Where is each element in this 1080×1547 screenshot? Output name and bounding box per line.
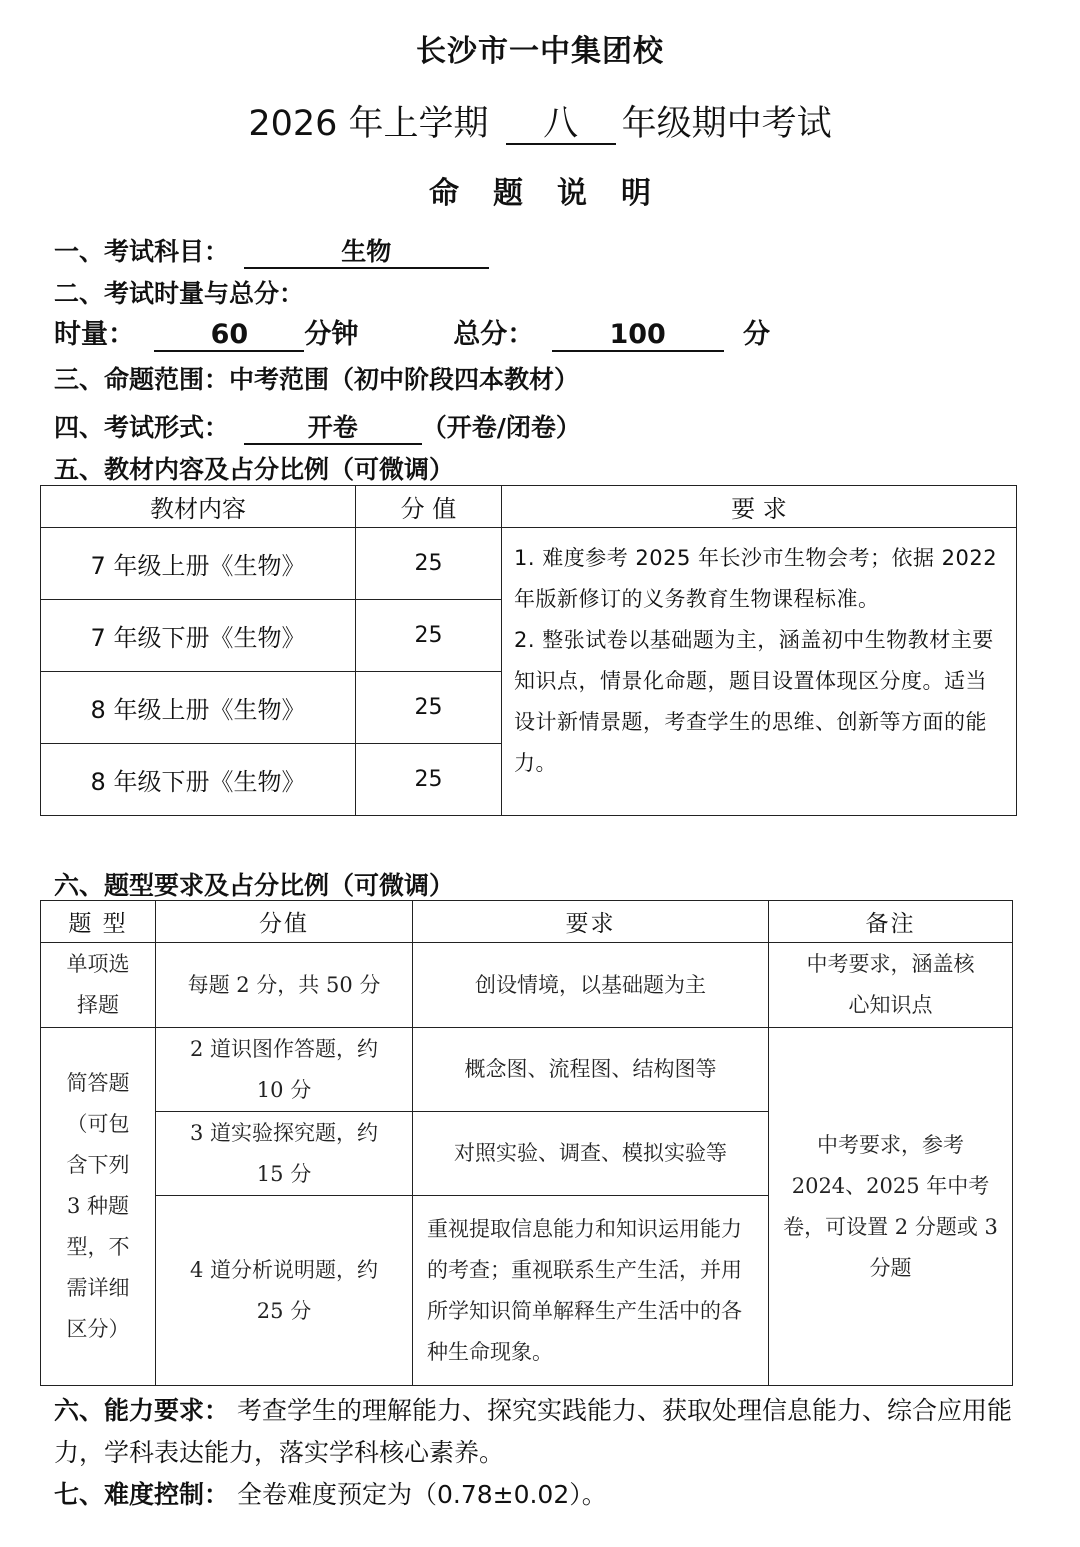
table-header: 要 求 xyxy=(502,486,1017,528)
requirement-cell: 概念图、流程图、结构图等 xyxy=(413,1028,769,1112)
textbook-cell: 8 年级下册《生物》 xyxy=(41,744,356,816)
note-cell: 中考要求，涵盖核心知识点 xyxy=(769,943,1013,1028)
subject-value: 生物 xyxy=(244,237,489,269)
format-label: 四、考试形式： xyxy=(54,413,230,442)
textbook-cell: 8 年级上册《生物》 xyxy=(41,672,356,744)
requirement-item: 2. 整张试卷以基础题为主，涵盖初中生物教材主要知识点，情景化命题，题目设置体现区分度。适当设计新情景题，考查学生的思维、创新等方面的能力。 xyxy=(514,628,994,775)
table-header: 分 值 xyxy=(356,486,502,528)
time-label: 时量： xyxy=(54,319,135,350)
format-value: 开卷 xyxy=(244,413,422,445)
difficulty-text: 全卷难度预定为（0.78±0.02）。 xyxy=(236,1480,607,1509)
table-header: 教材内容 xyxy=(41,486,356,528)
score-cell: 25 xyxy=(356,744,502,816)
ability-label: 六、能力要求： xyxy=(54,1396,230,1425)
score-cell: 3 道实验探究题，约 15 分 xyxy=(156,1112,413,1196)
textbook-cell: 7 年级下册《生物》 xyxy=(41,600,356,672)
time-score-line xyxy=(54,312,770,352)
table-header: 备注 xyxy=(769,901,1013,943)
scope-line: 三、命题范围：中考范围（初中阶段四本教材） xyxy=(54,365,580,394)
exam-title-suffix: 年级期中考试 xyxy=(621,104,832,144)
exam-title-prefix: 2026 年上学期 xyxy=(248,104,489,144)
content-table xyxy=(40,485,1017,816)
question-type-heading: 六、题型要求及占分比例（可微调） xyxy=(54,871,455,900)
requirements-cell xyxy=(502,528,1017,816)
difficulty-label: 七、难度控制： xyxy=(54,1480,230,1509)
document-title: 命题说明 xyxy=(429,176,685,211)
score-cell: 每题 2 分，共 50 分 xyxy=(156,943,413,1028)
score-cell: 4 道分析说明题，约 25 分 xyxy=(156,1196,413,1386)
requirement-cell: 对照实验、调查、模拟实验等 xyxy=(413,1112,769,1196)
exam-title xyxy=(0,96,1080,146)
note-cell: 中考要求，参考 2024、2025 年中考卷，可设置 2 分题或 3 分题 xyxy=(769,1028,1013,1386)
time-unit: 分钟 xyxy=(304,319,359,350)
time-value: 60 xyxy=(154,320,304,352)
school-name: 长沙市一中集团校 xyxy=(416,34,664,69)
subject-line xyxy=(54,232,489,269)
table-header: 题 型 xyxy=(41,901,156,943)
table-header: 分值 xyxy=(156,901,413,943)
score-cell: 2 道识图作答题，约 10 分 xyxy=(156,1028,413,1112)
time-score-heading: 二、考试时量与总分： xyxy=(54,279,305,308)
score-cell: 25 xyxy=(356,672,502,744)
textbook-cell: 7 年级上册《生物》 xyxy=(41,528,356,600)
requirement-cell: 重视提取信息能力和知识运用能力的考查；重视联系生产生活，并用所学知识简单解释生产生活中的各种生命现象。 xyxy=(413,1196,769,1386)
question-type-table xyxy=(40,900,1013,1386)
grade-blank: 八 xyxy=(506,105,616,145)
score-value: 100 xyxy=(552,320,724,352)
format-options: （开卷/闭卷） xyxy=(421,413,581,442)
content-heading: 五、教材内容及占分比例（可微调） xyxy=(54,455,455,484)
ability-paragraph xyxy=(54,1390,1029,1474)
subject-label: 一、考试科目： xyxy=(54,237,230,266)
score-cell: 25 xyxy=(356,600,502,672)
format-line xyxy=(54,408,581,445)
type-cell: 单项选择题 xyxy=(41,943,156,1028)
requirement-item: 1. 难度参考 2025 年长沙市生物会考；依据 2022 年版新修订的义务教育生物课程标准。 xyxy=(514,546,998,611)
difficulty-paragraph xyxy=(54,1474,1029,1516)
requirement-cell: 创设情境，以基础题为主 xyxy=(413,943,769,1028)
ability-text: 考查学生的理解能力、探究实践能力、获取处理信息能力、综合应用能力，学科表达能力，落实学科核心素养。 xyxy=(54,1396,1012,1467)
score-label: 总分： xyxy=(453,319,535,350)
type-cell: 简答题（可包含下列 3 种题型，不需详细区分） xyxy=(41,1028,156,1386)
score-unit: 分 xyxy=(743,319,771,350)
table-header: 要求 xyxy=(413,901,769,943)
score-cell: 25 xyxy=(356,528,502,600)
